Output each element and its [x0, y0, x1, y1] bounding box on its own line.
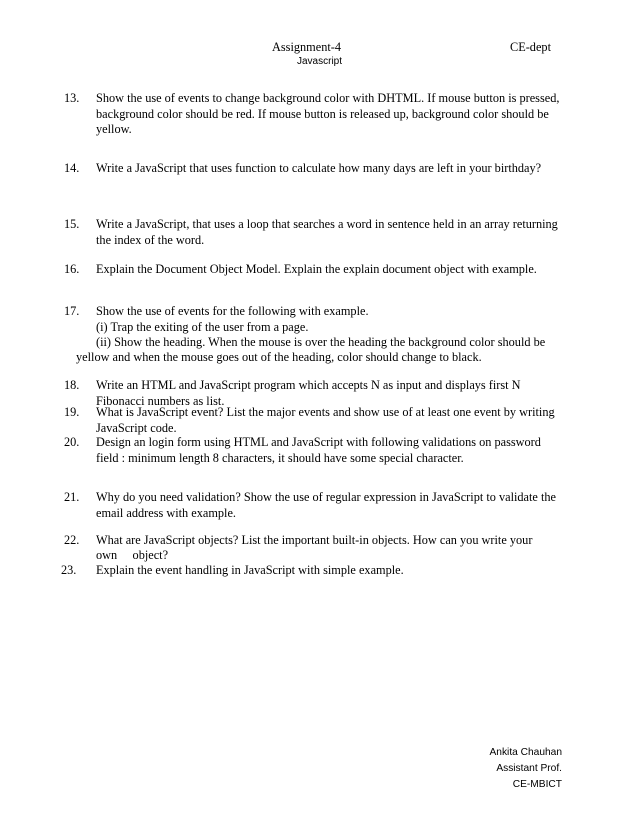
- author-department: CE-MBICT: [512, 779, 562, 790]
- author-designation: Assistant Prof.: [496, 763, 562, 774]
- question-text: Explain the event handling in JavaScript with simple example.: [96, 563, 404, 577]
- question-text: Why do you need validation? Show the use of regular expression in JavaScript to validate the email address with example.: [96, 490, 556, 520]
- question-number: 16.: [64, 262, 80, 276]
- question-text: Write an HTML and JavaScript program which accepts N as input and displays first N Fibonacci numbers as list.: [96, 378, 521, 408]
- question-number: 19.: [64, 405, 80, 419]
- subject-subtitle: Javascript: [297, 56, 343, 67]
- question-number: 17.: [64, 304, 80, 318]
- assignment-title: Assignment-4: [272, 40, 341, 54]
- question-number: 18.: [64, 378, 80, 392]
- question-text-line-1: What are JavaScript objects? List the important built-in objects. How can you write your: [96, 533, 533, 547]
- question-number: 14.: [64, 161, 80, 175]
- question-text: Show the use of events to change background color with DHTML. If mouse button is pressed, background color should be red. If mouse button is released up, background color should be yellow.: [96, 91, 560, 137]
- question-text: Write a JavaScript that uses function to calculate how many days are left in your birthday?: [96, 161, 542, 175]
- question-text: What is JavaScript event? List the major events and show use of at least one event by writing JavaScript code.: [96, 405, 555, 435]
- question-part-2-line-1: (ii) Show the heading. When the mouse is over the heading the background color should be: [96, 335, 546, 349]
- question-text: Write a JavaScript, that uses a loop that searches a word in sentence held in an array returning the index of the word.: [96, 217, 558, 247]
- question-part-2-line-2: yellow and when the mouse goes out of the heading, color should change to black.: [76, 350, 482, 364]
- question-number: 15.: [64, 217, 80, 231]
- question-number: 23.: [61, 563, 77, 577]
- question-text: Explain the Document Object Model. Explain the explain document object with example.: [96, 262, 537, 276]
- question-number: 13.: [64, 91, 80, 105]
- question-number: 22.: [64, 533, 80, 547]
- question-text-line-2: own object?: [96, 548, 169, 562]
- question-number: 21.: [64, 490, 80, 504]
- question-number: 20.: [64, 435, 80, 449]
- department-label: CE-dept: [510, 40, 551, 54]
- question-part-1: (i) Trap the exiting of the user from a page.: [96, 320, 309, 334]
- question-text: Show the use of events for the following with example.: [96, 304, 369, 318]
- author-signature-block: [490, 745, 563, 793]
- author-name: Ankita Chauhan: [489, 747, 562, 758]
- question-text: Design an login form using HTML and JavaScript with following validations on password field : minimum length 8 characters, it should have some special character.: [96, 435, 541, 465]
